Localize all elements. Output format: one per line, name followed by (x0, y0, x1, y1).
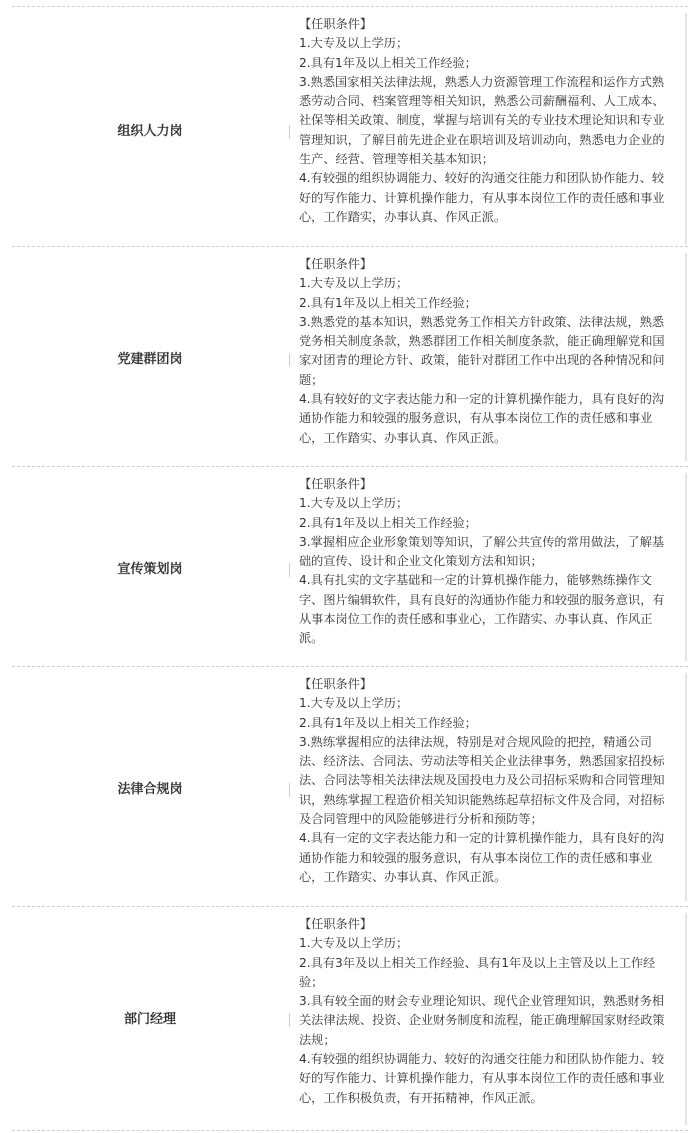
requirement-line: 3.具有较全面的财会专业理论知识、现代企业管理知识，熟悉财务相 (299, 994, 665, 1009)
requirement-line: 心，工作踏实，办事认真、作风正派。 (299, 209, 507, 224)
requirement-line: 2.具有1年及以上相关工作经验； (299, 55, 477, 70)
requirement-line: 通协作能力和较强的服务意识，有从事本岗位工作的责任感和事业 (299, 850, 653, 865)
requirement-line: 4.有较强的组织协调能力、较好的沟通交往能力和团队协作能力、较 (299, 1052, 665, 1067)
column-divider (289, 125, 290, 139)
requirement-line: 3.掌握相应企业形象策划等知识，了解公共宣传的常用做法，了解基 (299, 534, 665, 549)
position-requirements-table (12, 0, 688, 1133)
requirement-line: 3.熟悉党的基本知识，熟悉党务工作相关方针政策、法律法规，熟悉 (299, 314, 665, 329)
table-bottom-border (12, 1130, 688, 1131)
requirement-line: 1.大专及以上学历； (299, 36, 409, 51)
requirement-line: 1.大专及以上学历； (299, 276, 409, 291)
table-row (12, 246, 688, 466)
requirement-line: 验； (299, 974, 324, 989)
position-requirements (299, 15, 684, 227)
requirement-line: 1.大专及以上学历； (299, 696, 409, 711)
row-right-border (685, 473, 687, 661)
row-right-border (685, 13, 687, 245)
requirement-line: 【任职条件】 (299, 257, 373, 271)
requirement-line: 心，工作积极负责，有开拓精神，作风正派。 (299, 1090, 543, 1105)
requirement-line: 好的写作能力、计算机操作能力，有从事本岗位工作的责任感和事业 (299, 190, 665, 205)
requirement-line: 生产、经营、管理等相关基本知识； (299, 152, 494, 167)
column-divider (289, 563, 290, 577)
requirement-line: 从事本岗位工作的责任感和事业心，工作踏实、办事认真、作风正 (299, 612, 653, 627)
position-requirements (299, 915, 684, 1108)
requirement-line: 4.有较强的组织协调能力、较好的沟通交往能力和团队协作能力、较 (299, 171, 665, 186)
requirement-line: 3.熟练掌握相应的法律法规，特别是对合规风险的把控，精通公司 (299, 734, 652, 749)
requirement-line: 【任职条件】 (299, 677, 373, 691)
requirement-line: 家对团青的理论方针、政策，能针对群团工作中出现的各种情况和问 (299, 353, 665, 368)
requirement-line: 派。 (299, 631, 324, 646)
requirement-line: 2.具有1年及以上相关工作经验； (299, 715, 477, 730)
requirement-line: 关法律法规、投资、企业财务制度和流程，能正确理解国家财经政策 (299, 1013, 665, 1028)
requirement-line: 【任职条件】 (299, 917, 373, 931)
position-title: 部门经理 (123, 1012, 176, 1027)
position-requirements (299, 255, 684, 448)
requirement-line: 础的宣传、设计和企业文化策划方法和知识； (299, 554, 543, 569)
requirement-line: 3.熟悉国家相关法律法规，熟悉人力资源管理工作流程和运作方式熟 (299, 74, 665, 89)
position-title: 宣传策划岗 (117, 562, 183, 577)
table-row (12, 666, 688, 906)
requirement-line: 4.具有一定的文字表达能力和一定的计算机操作能力，具有良好的沟 (299, 831, 665, 846)
position-requirements (299, 475, 684, 649)
column-divider (289, 353, 290, 367)
requirement-line: 法、经济法、合同法、劳动法等相关企业法律事务，熟悉国家招投标 (299, 754, 665, 769)
position-title: 法律合规岗 (117, 782, 183, 797)
position-title: 党建群团岗 (117, 352, 183, 367)
requirement-line: 法、合同法等相关法律法规及国投电力及公司招标采购和合同管理知 (299, 773, 665, 788)
position-requirements (299, 675, 684, 887)
requirement-line: 心，工作踏实、办事认真、作风正派。 (299, 869, 507, 884)
requirement-line: 社保等相关政策、制度，掌握与培训有关的专业技术理论知识和专业 (299, 113, 665, 128)
requirement-line: 2.具有1年及以上相关工作经验； (299, 515, 477, 530)
requirement-line: 识，熟练掌握工程造价相关知识能熟练起草招标文件及合同，对招标 (299, 792, 665, 807)
requirement-line: 法规； (299, 1032, 336, 1047)
requirement-line: 2.具有1年及以上相关工作经验； (299, 295, 477, 310)
requirement-line: 通协作能力和较强的服务意识，有从事本岗位工作的责任感和事业 (299, 411, 653, 426)
requirement-line: 及合同管理中的风险能够进行分析和预防等； (299, 812, 543, 827)
table-row (12, 906, 688, 1130)
requirement-line: 悉劳动合同、档案管理等相关知识，熟悉公司薪酬福利、人工成本、 (299, 94, 665, 109)
requirement-line: 心，工作踏实、办事认真、作风正派。 (299, 430, 507, 445)
requirement-line: 字、图片编辑软件，具有良好的沟通协作能力和较强的服务意识，有 (299, 592, 665, 607)
column-divider (289, 783, 290, 797)
table-row (12, 466, 688, 666)
requirement-line: 【任职条件】 (299, 477, 373, 491)
requirement-line: 【任职条件】 (299, 17, 373, 31)
requirement-line: 管理知识，了解目前先进企业在职培训及培训动向，熟悉电力企业的 (299, 132, 665, 147)
row-right-border (685, 913, 687, 1125)
position-title: 组织人力岗 (117, 124, 183, 139)
requirement-line: 1.大专及以上学历； (299, 496, 409, 511)
requirement-line: 党务相关制度条款，熟悉群团工作相关制度条款，能正确理解党和国 (299, 334, 665, 349)
row-right-border (685, 673, 687, 901)
requirement-line: 4.具有较好的文字表达能力和一定的计算机操作能力，具有良好的沟 (299, 392, 665, 407)
requirement-line: 1.大专及以上学历； (299, 936, 409, 951)
requirement-line: 2.具有3年及以上相关工作经验、具有1年及以上主管及以上工作经 (299, 955, 656, 970)
column-divider (289, 1013, 290, 1027)
table-row (12, 6, 688, 246)
requirement-line: 4.具有扎实的文字基础和一定的计算机操作能力，能够熟练操作文 (299, 573, 652, 588)
requirement-line: 好的写作能力、计算机操作能力，有从事本岗位工作的责任感和事业 (299, 1071, 665, 1086)
requirement-line: 题； (299, 372, 324, 387)
row-right-border (685, 253, 687, 461)
